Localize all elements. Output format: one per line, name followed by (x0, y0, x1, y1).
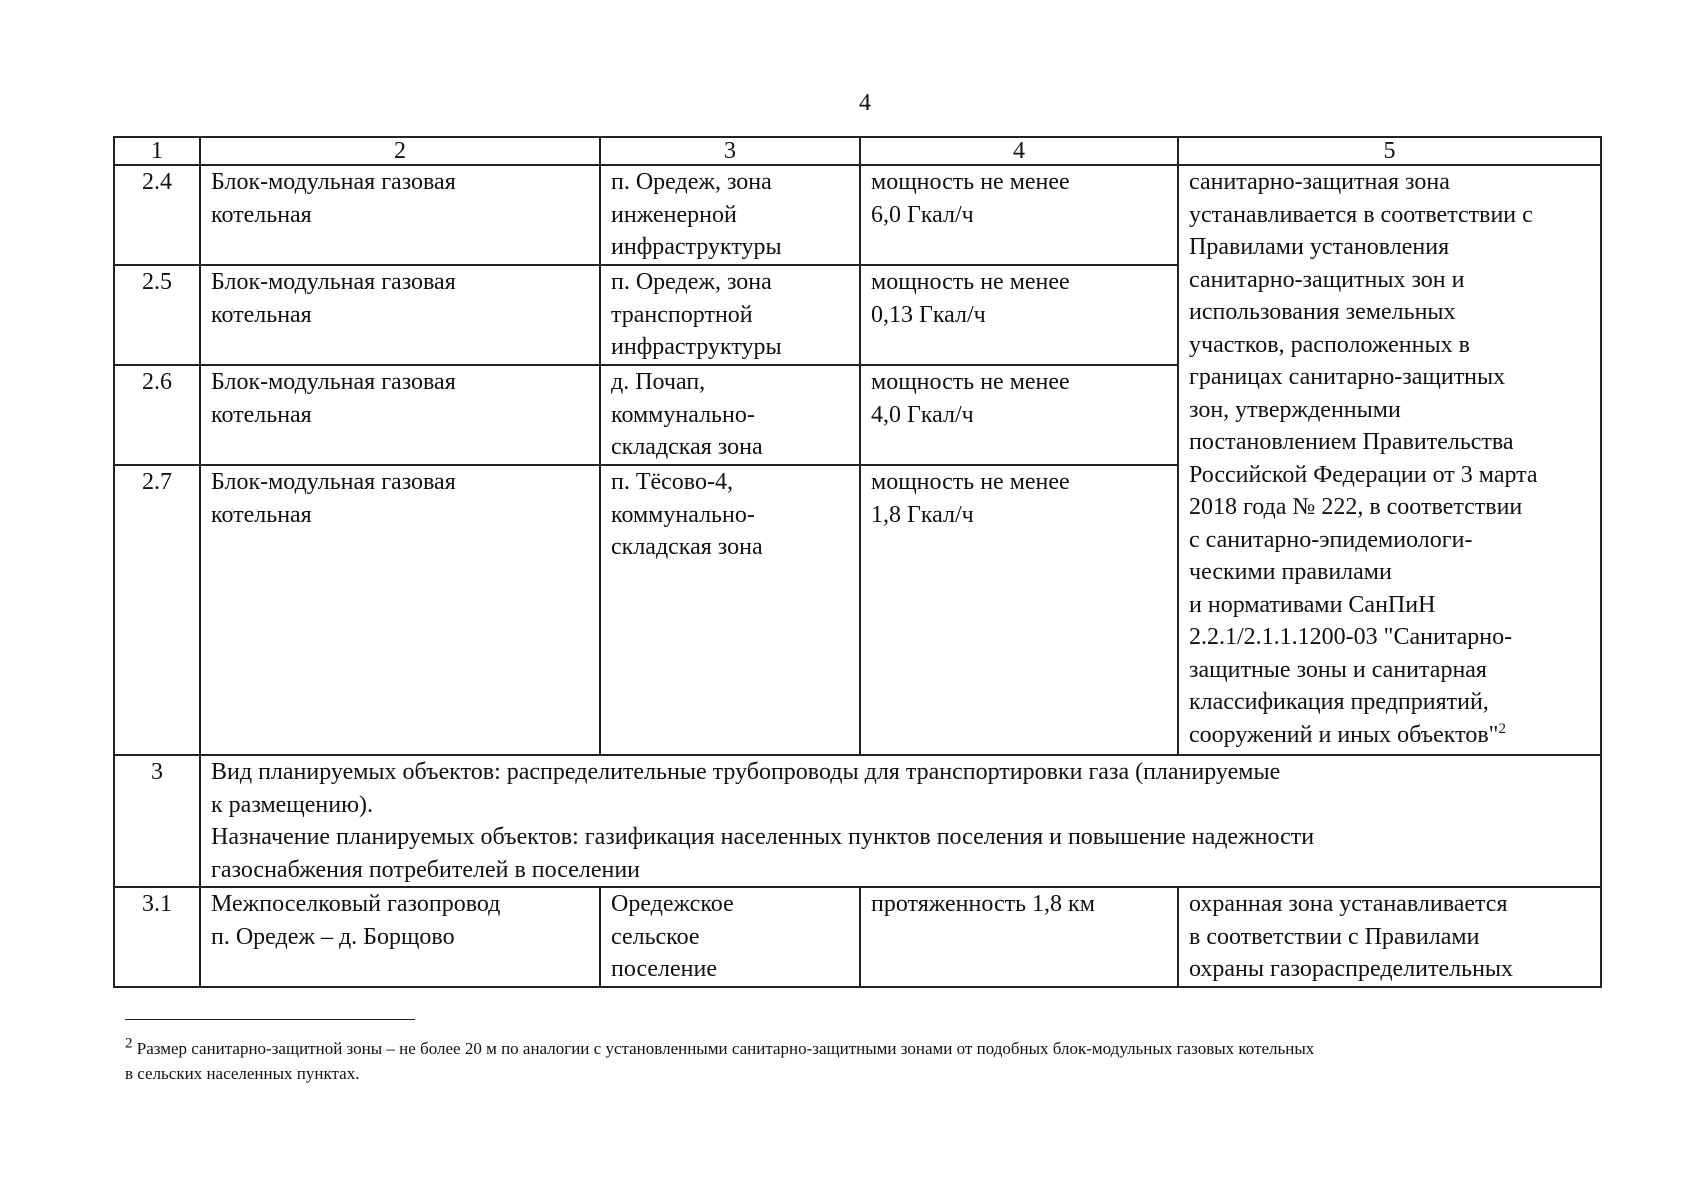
column-header: 1 (114, 137, 200, 165)
row-number: 2.7 (114, 465, 200, 755)
object-location: Оредежское сельское поселение (600, 887, 860, 987)
column-header: 5 (1178, 137, 1601, 165)
sanitary-zone-cell (1178, 165, 1601, 755)
footnote (125, 1036, 1605, 1086)
page-number: 4 (859, 90, 871, 116)
object-name: Блок-модульная газовая котельная (200, 265, 600, 365)
object-name: Межпоселковый газопровод п. Оредеж – д. Борщово (200, 887, 600, 987)
object-characteristics: мощность не менее 1,8 Гкал/ч (860, 465, 1178, 755)
table-row (114, 887, 1601, 987)
footnote-text: Размер санитарно-защитной зоны – не более 20 м по аналогии с установленными санитарно-защитными зонами от подобных блок-модульных газовых котельных в сельских населенных пунктах. (125, 1039, 1315, 1083)
object-name: Блок-модульная газовая котельная (200, 465, 600, 755)
footnote-mark: 2 (125, 1035, 133, 1052)
footnote-reference: 2 (1498, 720, 1506, 737)
column-header: 3 (600, 137, 860, 165)
object-name: Блок-модульная газовая котельная (200, 365, 600, 465)
row-number: 2.6 (114, 365, 200, 465)
object-characteristics: протяженность 1,8 км (860, 887, 1178, 987)
object-name: Блок-модульная газовая котельная (200, 165, 600, 265)
protection-zone-text: охранная зона устанавливается в соответствии с Правилами охраны газораспределительных (1178, 887, 1601, 987)
object-characteristics: мощность не менее 6,0 Гкал/ч (860, 165, 1178, 265)
sanitary-zone-text: санитарно-защитная зона устанавливается в соответствии с Правилами установления санитарно-защитных зон и использования земельных участков, расположенных в границах санитарно-защитных зон, утвержденными постановлением Правительства Российской Федерации от 3 марта 2018 года № 222, в соответствии с санитарно-эпидемиологи- ческими правилами и нормативами СанПиН 2.2.1/2.1.1.1200-03 "Санитарно- защитные зоны и санитарная классификация предприятий, сооружений и иных объектов" (1189, 169, 1538, 748)
section-description: Вид планируемых объектов: распределительные трубопроводы для транспортировки газа (планируемые к размещению). Назначение планируемых объектов: газификация населенных пунктов поселения и повышение надежности газоснабжения потребителей в поселении (200, 755, 1601, 887)
row-number: 3.1 (114, 887, 200, 987)
footnote-separator (125, 1019, 415, 1020)
section-row (114, 755, 1601, 887)
column-header: 2 (200, 137, 600, 165)
object-location: п. Оредеж, зона транспортной инфраструктуры (600, 265, 860, 365)
table-row (114, 165, 1601, 265)
column-header: 4 (860, 137, 1178, 165)
object-location: п. Тёсово-4, коммунально- складская зона (600, 465, 860, 755)
object-location: д. Почап, коммунально- складская зона (600, 365, 860, 465)
object-characteristics: мощность не менее 0,13 Гкал/ч (860, 265, 1178, 365)
section-number: 3 (114, 755, 200, 887)
row-number: 2.5 (114, 265, 200, 365)
planned-objects-table (113, 136, 1602, 988)
table-header-row (114, 137, 1601, 165)
row-number: 2.4 (114, 165, 200, 265)
object-characteristics: мощность не менее 4,0 Гкал/ч (860, 365, 1178, 465)
object-location: п. Оредеж, зона инженерной инфраструктуры (600, 165, 860, 265)
